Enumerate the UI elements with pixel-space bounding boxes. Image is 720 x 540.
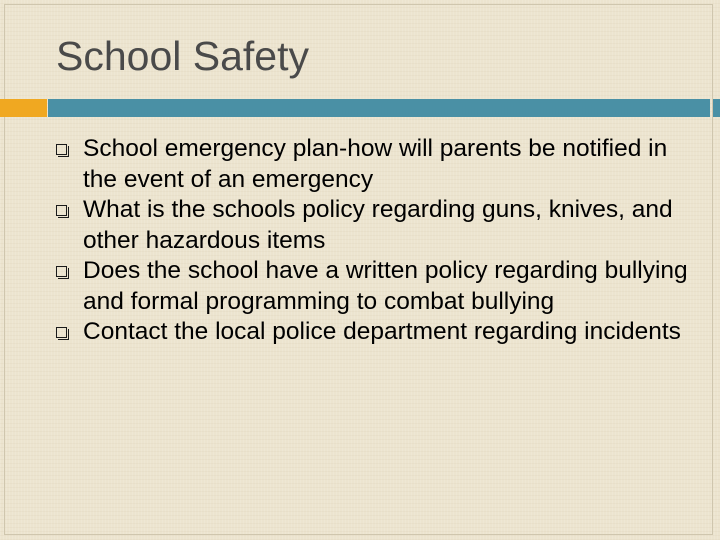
accent-bar-teal (48, 99, 710, 117)
bullet-text: What is the schools policy regarding guns, knives, and other hazardous items (83, 196, 673, 254)
accent-bar-orange (0, 99, 47, 117)
square-bullet-icon (56, 327, 67, 338)
list-item (52, 134, 692, 195)
bullet-text: Contact the local police department regarding incidents (83, 318, 681, 345)
list-item (52, 256, 692, 317)
slide-title: School Safety (56, 33, 309, 79)
bullet-text: School emergency plan-how will parents be notified in the event of an emergency (83, 135, 668, 193)
accent-bar-teal-end (713, 99, 720, 117)
list-item (52, 317, 692, 348)
bullet-list (52, 134, 692, 348)
bullet-text: Does the school have a written policy regarding bullying and formal programming to combat bullying (83, 257, 688, 315)
square-bullet-icon (56, 266, 67, 277)
square-bullet-icon (56, 144, 67, 155)
square-bullet-icon (56, 205, 67, 216)
list-item (52, 195, 692, 256)
